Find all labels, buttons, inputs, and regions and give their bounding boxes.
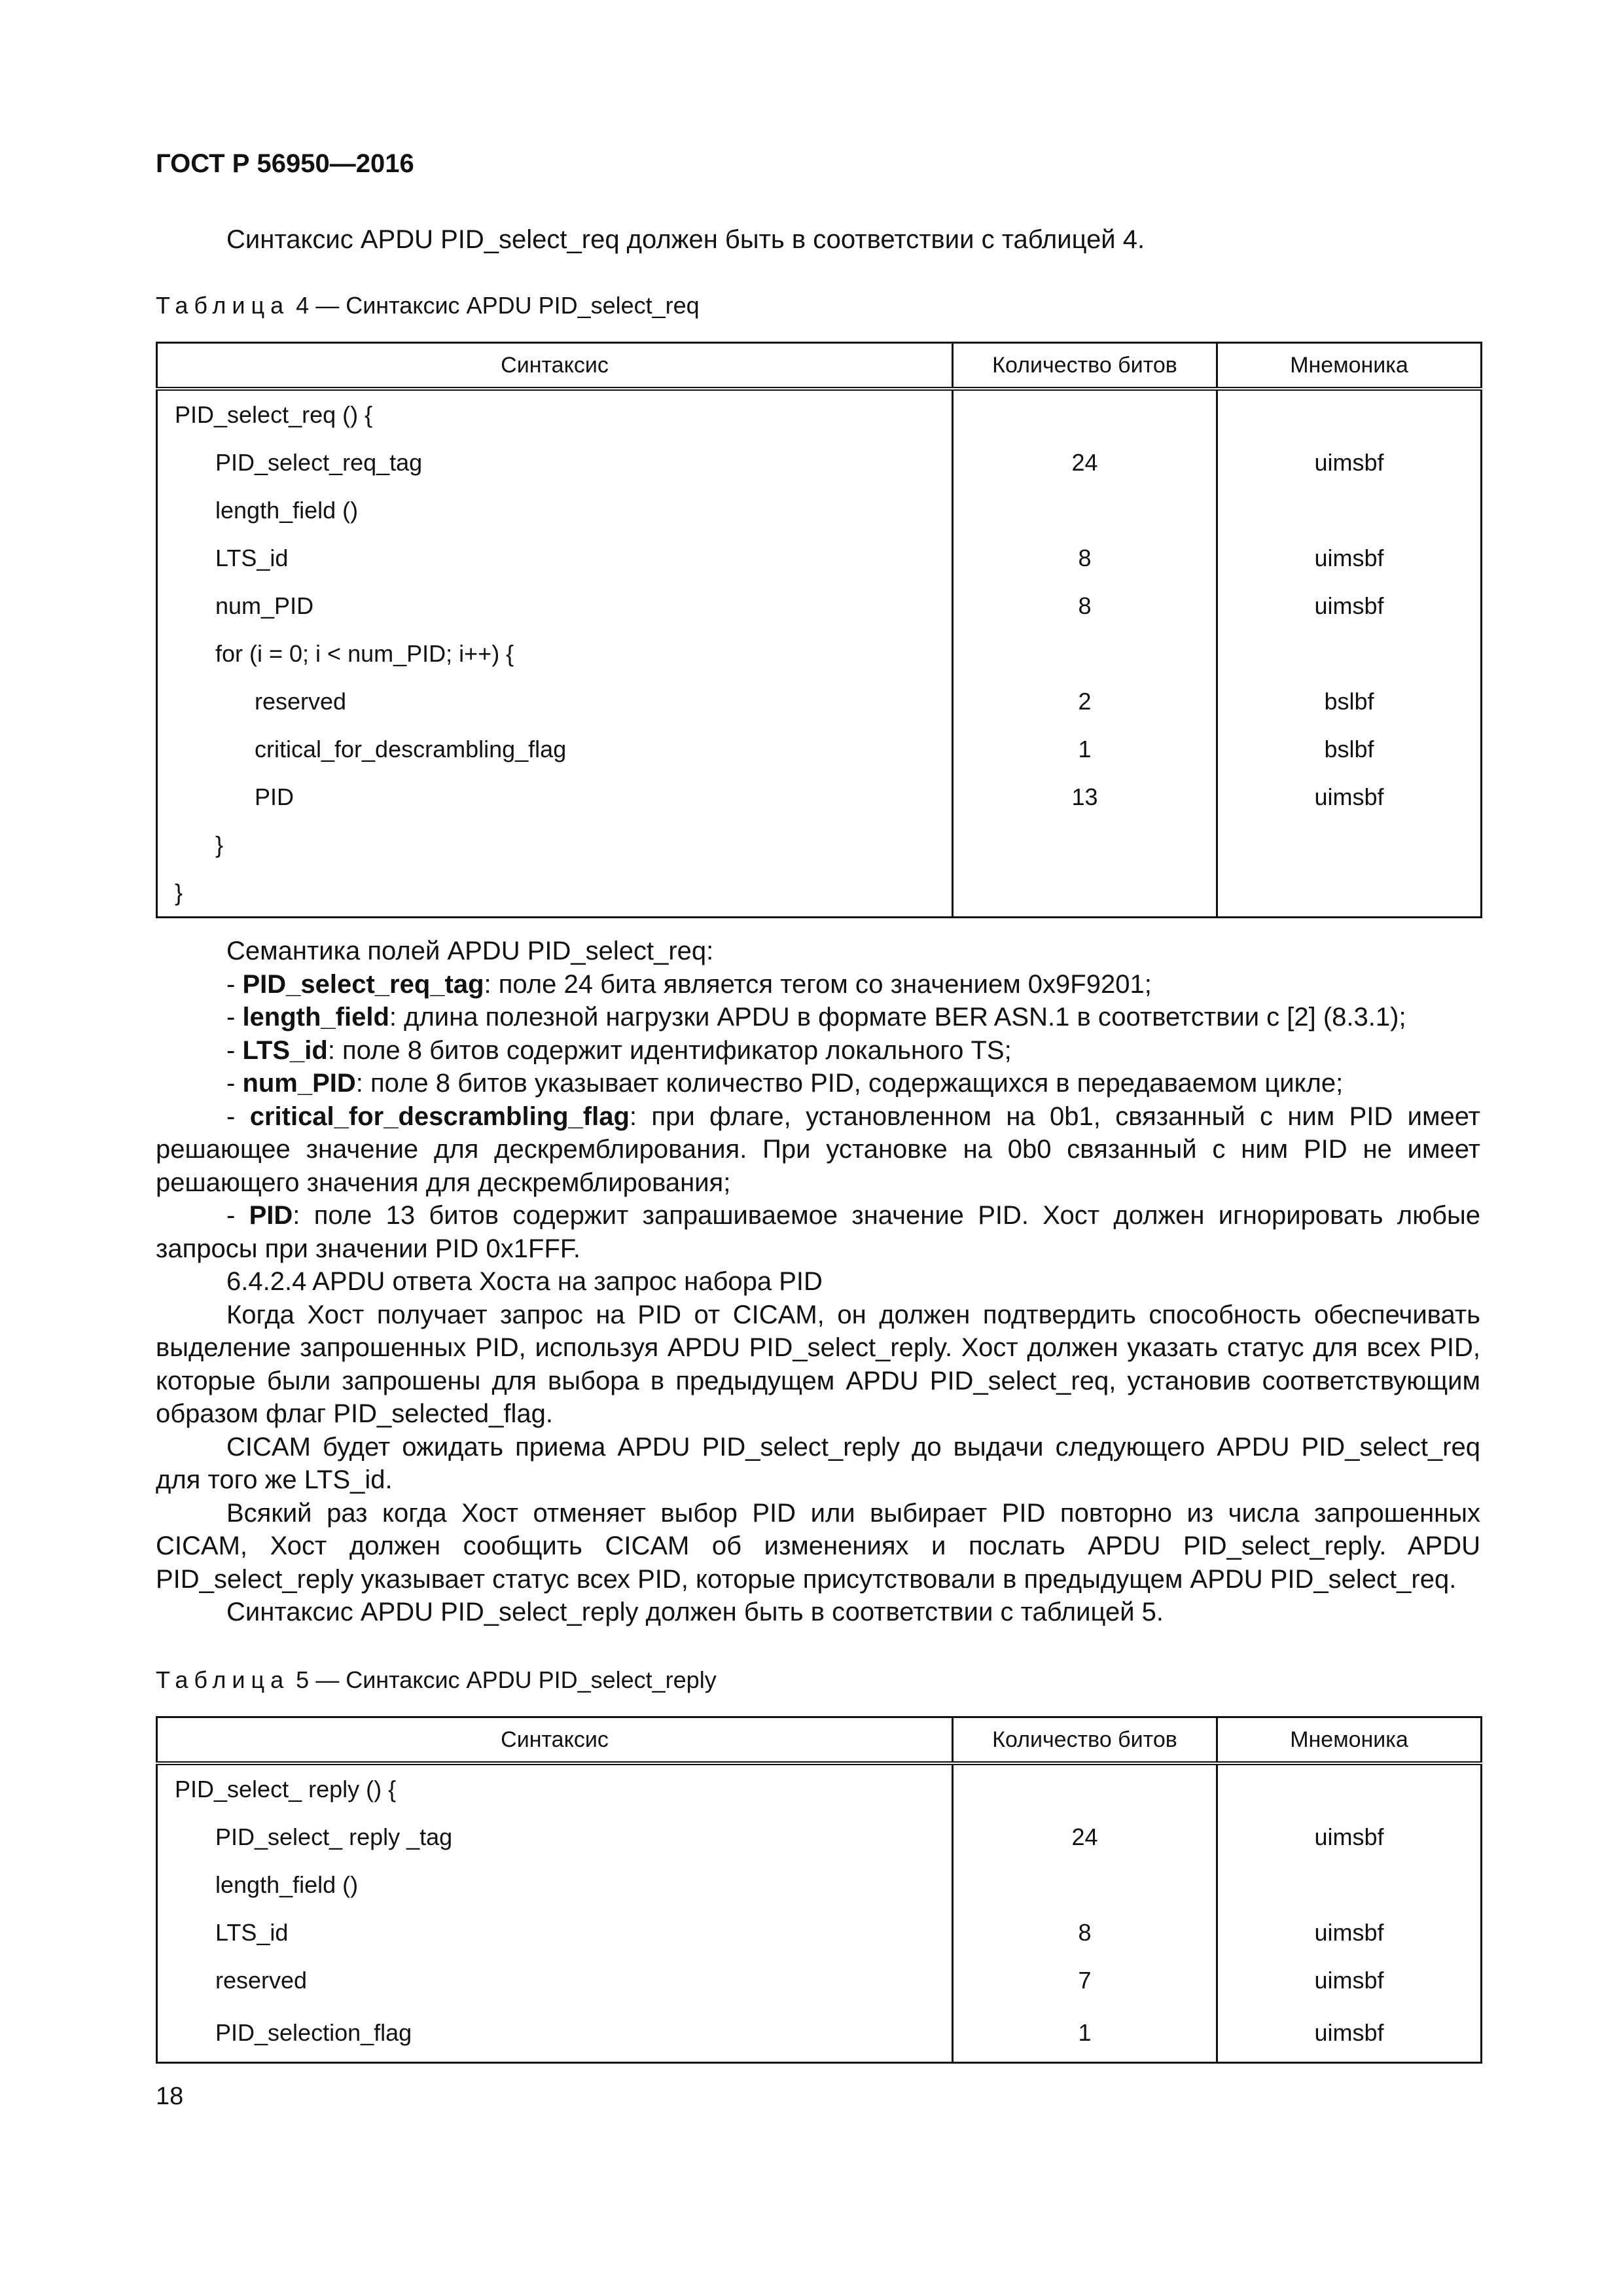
table-row [157, 821, 1482, 869]
syntax-cell: } [157, 821, 953, 869]
section-heading: 6.4.2.4 APDU ответа Хоста на запрос набора PID [226, 1267, 823, 1296]
table-row [157, 2004, 1482, 2063]
mnemonic-cell [1217, 1763, 1482, 1813]
field-description: : длина полезной нагрузки APDU в формате BER ASN.1 в соответствии с [2] (8.3.1); [389, 1003, 1406, 1031]
semantics-item: - PID_select_req_tag: поле 24 бита является тегом со значением 0x9F9201; [226, 969, 1152, 999]
field-term: LTS_id [242, 1035, 328, 1065]
mnemonic-cell: uimsbf [1217, 439, 1482, 486]
table-row [157, 1861, 1482, 1909]
syntax-cell: length_field () [157, 1861, 953, 1909]
mnemonic-cell [1217, 1861, 1482, 1909]
table-row [157, 1909, 1482, 1956]
column-header-syntax: Синтаксис [157, 1717, 953, 1764]
mnemonic-cell: uimsbf [1217, 582, 1482, 630]
mnemonic-cell: uimsbf [1217, 1813, 1482, 1861]
bits-cell: 8 [953, 534, 1217, 582]
semantics-item: - critical_for_descrambling_flag: при флаге, установленном на 0b1, связанный с ним PID имеет решающее значение для дескремблирования. При установке на 0b0 связанный с ним PID не имеет решающего значения для дескремблирования; [156, 1102, 1481, 1197]
semantics-item: - LTS_id: поле 8 битов содержит идентификатор локального TS; [226, 1035, 1012, 1065]
table-row [157, 1956, 1482, 2004]
column-header-mnemonic: Мнемоника [1217, 343, 1482, 389]
table4-intro-text: Синтаксис APDU PID_select_req должен быть в соответствии с таблицей 4. [226, 225, 1145, 254]
mnemonic-cell: uimsbf [1217, 2004, 1482, 2063]
table5-caption [156, 1666, 717, 1694]
bits-cell [953, 389, 1217, 439]
table-row [157, 582, 1482, 630]
column-header-syntax: Синтаксис [157, 343, 953, 389]
syntax-cell: PID_select_req_tag [157, 439, 953, 486]
table-row [157, 725, 1482, 773]
section-paragraph: Всякий раз когда Хост отменяет выбор PID или выбирает PID повторно из числа запрошенных CICAM, Хост должен сообщить CICAM об изменениях и послать APDU PID_select_reply. APDU PID_select_reply указывает статус всех PID, которые присутствовали в предыдущем APDU PID_select_req. [156, 1498, 1480, 1594]
field-description: : поле 8 битов содержит идентификатор локального TS; [327, 1035, 1012, 1065]
mnemonic-cell: uimsbf [1217, 1909, 1482, 1956]
document-id-header: ГОСТ Р 56950—2016 [156, 149, 414, 178]
mnemonic-cell: uimsbf [1217, 773, 1482, 821]
table4-caption [156, 292, 700, 319]
syntax-cell: reserved [157, 677, 953, 725]
table4-caption-prefix: Таблица [156, 292, 290, 319]
table-row [157, 869, 1482, 918]
field-term: critical_for_descrambling_flag [249, 1102, 630, 1131]
field-description: : поле 24 бита является тегом со значением 0x9F9201; [484, 969, 1152, 999]
mnemonic-cell: bslbf [1217, 725, 1482, 773]
mnemonic-cell [1217, 821, 1482, 869]
mnemonic-cell: uimsbf [1217, 1956, 1482, 2004]
page-number: 18 [156, 2083, 184, 2110]
table-row [157, 486, 1482, 534]
bits-cell: 8 [953, 1909, 1217, 1956]
table-row [157, 1813, 1482, 1861]
column-header-bits: Количество битов [953, 1717, 1217, 1764]
semantics-item: - PID: поле 13 битов содержит запрашиваемое значение PID. Хост должен игнорировать любые запросы при значении PID 0x1FFF. [156, 1201, 1480, 1263]
table-row [157, 1763, 1482, 1813]
column-header-mnemonic: Мнемоника [1217, 1717, 1482, 1764]
column-header-bits: Количество битов [953, 343, 1217, 389]
mnemonic-cell [1217, 630, 1482, 677]
syntax-cell: PID_selection_flag [157, 2004, 953, 2063]
syntax-cell: PID_select_req () { [157, 389, 953, 439]
syntax-cell: critical_for_descrambling_flag [157, 725, 953, 773]
bits-cell [953, 1861, 1217, 1909]
table5-caption-text: 5 — Синтаксис APDU PID_select_reply [296, 1666, 717, 1693]
syntax-cell: LTS_id [157, 534, 953, 582]
syntax-cell: num_PID [157, 582, 953, 630]
body-text [156, 935, 1480, 1629]
field-term: num_PID [242, 1069, 356, 1098]
bits-cell: 2 [953, 677, 1217, 725]
bits-cell: 24 [953, 1813, 1217, 1861]
bits-cell: 1 [953, 2004, 1217, 2063]
syntax-cell: for (i = 0; i < num_PID; i++) { [157, 630, 953, 677]
syntax-cell: PID_select_ reply () { [157, 1763, 953, 1813]
section-paragraph: CICAM будет ожидать приема APDU PID_select_reply до выдачи следующего APDU PID_select_req для того же LTS_id. [156, 1432, 1480, 1494]
bits-cell: 13 [953, 773, 1217, 821]
semantics-item: - num_PID: поле 8 битов указывает количество PID, содержащихся в передаваемом цикле; [226, 1069, 1344, 1098]
mnemonic-cell: uimsbf [1217, 534, 1482, 582]
mnemonic-cell [1217, 389, 1482, 439]
table5-syntax [156, 1716, 1482, 2064]
syntax-cell: reserved [157, 1956, 953, 2004]
mnemonic-cell [1217, 486, 1482, 534]
bits-cell [953, 486, 1217, 534]
bits-cell: 7 [953, 1956, 1217, 2004]
bits-cell: 8 [953, 582, 1217, 630]
mnemonic-cell [1217, 869, 1482, 918]
syntax-cell: LTS_id [157, 1909, 953, 1956]
bits-cell: 24 [953, 439, 1217, 486]
table-row [157, 773, 1482, 821]
field-description: : поле 8 битов указывает количество PID, содержащихся в передаваемом цикле; [355, 1069, 1344, 1098]
table-header-row [157, 343, 1482, 389]
field-description: : при флаге, установленном на 0b1, связанный с ним PID имеет решающее значение для дескремблирования. При установке на 0b0 связанный с ним PID не имеет решающего значения для дескремблирования; [156, 1102, 1481, 1197]
bits-cell: 1 [953, 725, 1217, 773]
semantics-item: - length_field: длина полезной нагрузки APDU в формате BER ASN.1 в соответствии с [2] (8.3.1); [226, 1003, 1406, 1031]
table-header-row [157, 1717, 1482, 1764]
table-row [157, 389, 1482, 439]
mnemonic-cell: bslbf [1217, 677, 1482, 725]
bits-cell [953, 630, 1217, 677]
bits-cell [953, 821, 1217, 869]
syntax-cell: PID_select_ reply _tag [157, 1813, 953, 1861]
bits-cell [953, 1763, 1217, 1813]
table-row [157, 630, 1482, 677]
field-term: length_field [242, 1003, 389, 1031]
field-term: PID [249, 1201, 293, 1230]
field-description: : поле 13 битов содержит запрашиваемое значение PID. Хост должен игнорировать любые запросы при значении PID 0x1FFF. [156, 1201, 1480, 1263]
table-row [157, 677, 1482, 725]
field-term: PID_select_req_tag [242, 969, 484, 999]
section-paragraph: Когда Хост получает запрос на PID от CICAM, он должен подтвердить способность обеспечивать выделение запрошенных PID, используя APDU PID_select_reply. Хост должен указать статус для всех PID, которые были запрошены для выбора в предыдущем APDU PID_select_req, установив соответствующим образом флаг PID_selected_flag. [156, 1300, 1480, 1428]
table5-intro-text: Синтаксис APDU PID_select_reply должен быть в соответствии с таблицей 5. [226, 1598, 1164, 1626]
syntax-cell: length_field () [157, 486, 953, 534]
table5-caption-prefix: Таблица [156, 1666, 290, 1693]
syntax-cell: } [157, 869, 953, 918]
table4-caption-text: 4 — Синтаксис APDU PID_select_req [296, 292, 700, 319]
table-row [157, 439, 1482, 486]
syntax-cell: PID [157, 773, 953, 821]
table-row [157, 534, 1482, 582]
bits-cell [953, 869, 1217, 918]
table4-syntax [156, 342, 1482, 918]
semantics-title: Семантика полей APDU PID_select_req: [226, 937, 714, 965]
